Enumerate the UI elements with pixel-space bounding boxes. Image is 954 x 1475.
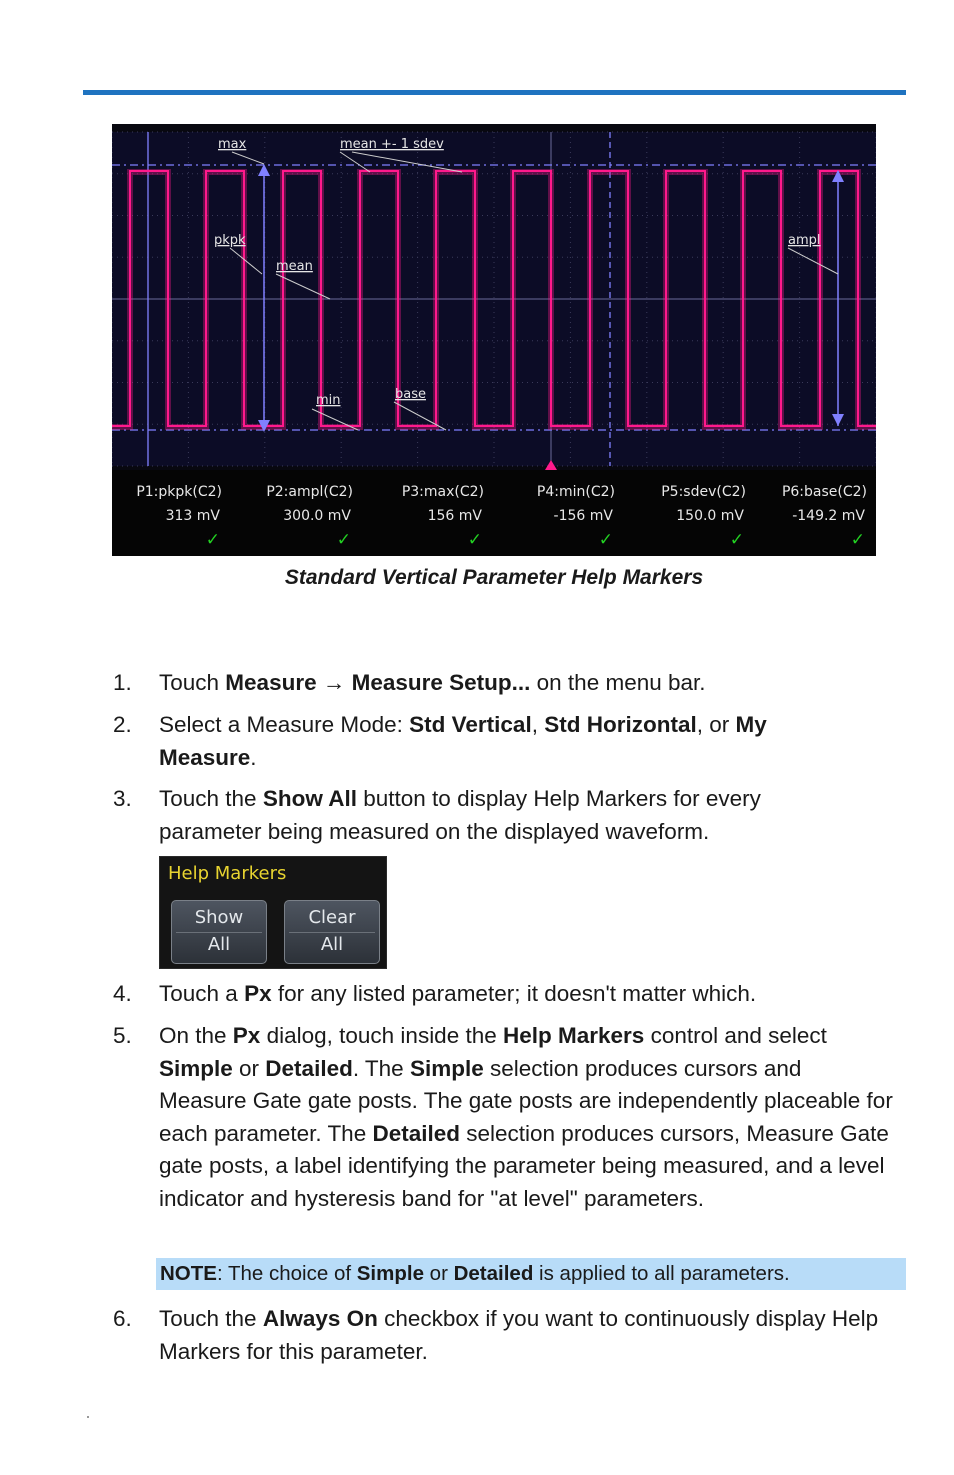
bold-term: Simple [409, 1055, 484, 1081]
annotation-label: ampl [788, 233, 821, 248]
figure-caption: Standard Vertical Parameter Help Markers [284, 566, 704, 589]
text-run: or [232, 1055, 266, 1081]
bold-term: Px [232, 1023, 261, 1048]
step-text [159, 978, 903, 1011]
param-name: P3:max(C2) [401, 484, 484, 500]
text-run: , [531, 712, 545, 737]
text-run: control and select [644, 1023, 827, 1048]
step-number: 5. [113, 1023, 132, 1048]
button-label: All [320, 934, 344, 955]
step-text [159, 709, 819, 774]
bold-term: Detailed [372, 1120, 460, 1146]
step-number: 6. [113, 1306, 132, 1331]
button-label: Show [194, 907, 244, 928]
bold-term: Std Horizontal [544, 712, 697, 737]
bold-term: Detailed [453, 1262, 534, 1285]
help-markers-title: Help Markers [168, 863, 287, 884]
bold-term: Always On [262, 1306, 378, 1331]
help-markers-panel [159, 856, 387, 969]
param-name: P2:ampl(C2) [266, 484, 353, 500]
annotation-label: mean [276, 259, 313, 274]
step-number: 4. [113, 981, 132, 1006]
text-run: : The choice of [216, 1262, 357, 1285]
check-icon: ✓ [729, 530, 744, 550]
param-value: 313 mV [165, 508, 220, 524]
footer-mark [87, 1416, 89, 1418]
bold-term: Show All [262, 786, 357, 811]
button-label: Clear [308, 907, 356, 928]
step-text [159, 1020, 894, 1215]
text-run: selection produces cursors, Measure Gate gate posts, a label identifying the parameter being measured, and a level indicator and hysteresis band for "at level" parameters. [159, 1120, 889, 1211]
param-value: -156 mV [553, 508, 613, 524]
bold-term: Detailed [265, 1055, 353, 1081]
annotation-label: min [316, 393, 341, 408]
text-run: Touch the [159, 786, 263, 811]
waveform-display [112, 124, 876, 470]
show-all-button[interactable] [171, 900, 267, 964]
text-run: Touch a [159, 981, 245, 1006]
text-run: Touch [159, 670, 226, 695]
text-run: on the menu bar. [530, 670, 706, 695]
param-name: P5:sdev(C2) [661, 484, 746, 500]
oscilloscope-figure [112, 124, 876, 556]
param-name: P6:base(C2) [781, 484, 867, 500]
text-run: On the [159, 1023, 233, 1048]
text-run: for any listed parameter; it doesn't matter which. [271, 981, 757, 1006]
annotation-label: mean +- 1 sdev [340, 137, 444, 152]
text-run: Select a Measure Mode: [159, 712, 410, 737]
step-number: 2. [113, 712, 132, 737]
step-number: 3. [113, 786, 132, 811]
check-icon: ✓ [336, 530, 351, 550]
text-run: dialog, touch inside the [260, 1023, 503, 1048]
step-text [159, 1303, 899, 1368]
check-icon: ✓ [598, 530, 613, 550]
text-run: . [250, 744, 257, 770]
param-value: 156 mV [427, 508, 482, 524]
bold-term: Measure → Measure Setup... [225, 670, 531, 695]
button-divider [176, 932, 262, 933]
clear-all-button[interactable] [284, 900, 380, 964]
param-name: P1:pkpk(C2) [136, 484, 222, 500]
param-name: P4:min(C2) [536, 484, 615, 500]
button-label: All [207, 934, 231, 955]
bold-term: Simple [356, 1262, 424, 1285]
check-icon: ✓ [467, 530, 482, 550]
step-number: 1. [113, 670, 132, 695]
annotation-label: max [218, 137, 247, 152]
text-run: or [423, 1262, 454, 1285]
bold-term: Help Markers [503, 1023, 645, 1048]
text-run: , or [696, 712, 736, 737]
note-box [156, 1258, 906, 1290]
bold-term: Std Vertical [409, 712, 532, 737]
check-icon: ✓ [850, 530, 865, 550]
check-icon: ✓ [205, 530, 220, 550]
annotation-label: pkpk [214, 233, 246, 248]
button-divider [289, 932, 375, 933]
step-text [159, 783, 839, 848]
step-text [159, 667, 903, 700]
text-run: selection produces cursors and Measure Gate gate posts. The gate posts are independently placeable for each parameter. The [159, 1055, 893, 1146]
parameter-table [112, 470, 876, 556]
text-run: is applied to all parameters. [533, 1262, 790, 1285]
text-run: Touch the [159, 1306, 263, 1331]
bold-term: Simple [159, 1055, 233, 1081]
text-run: . The [352, 1055, 410, 1081]
header-rule [83, 90, 906, 95]
text-run: checkbox if you want to continuously display Help Markers for this parameter. [159, 1306, 879, 1364]
bold-term: Px [244, 981, 272, 1006]
text-run: button to display Help Markers for every parameter being measured on the displayed waveform. [159, 786, 761, 844]
annotation-label: base [395, 387, 426, 402]
param-value: -149.2 mV [792, 508, 865, 524]
bold-term: NOTE [160, 1262, 217, 1285]
param-value: 300.0 mV [283, 508, 351, 524]
param-value: 150.0 mV [676, 508, 744, 524]
bold-term: My Measure [159, 712, 767, 770]
